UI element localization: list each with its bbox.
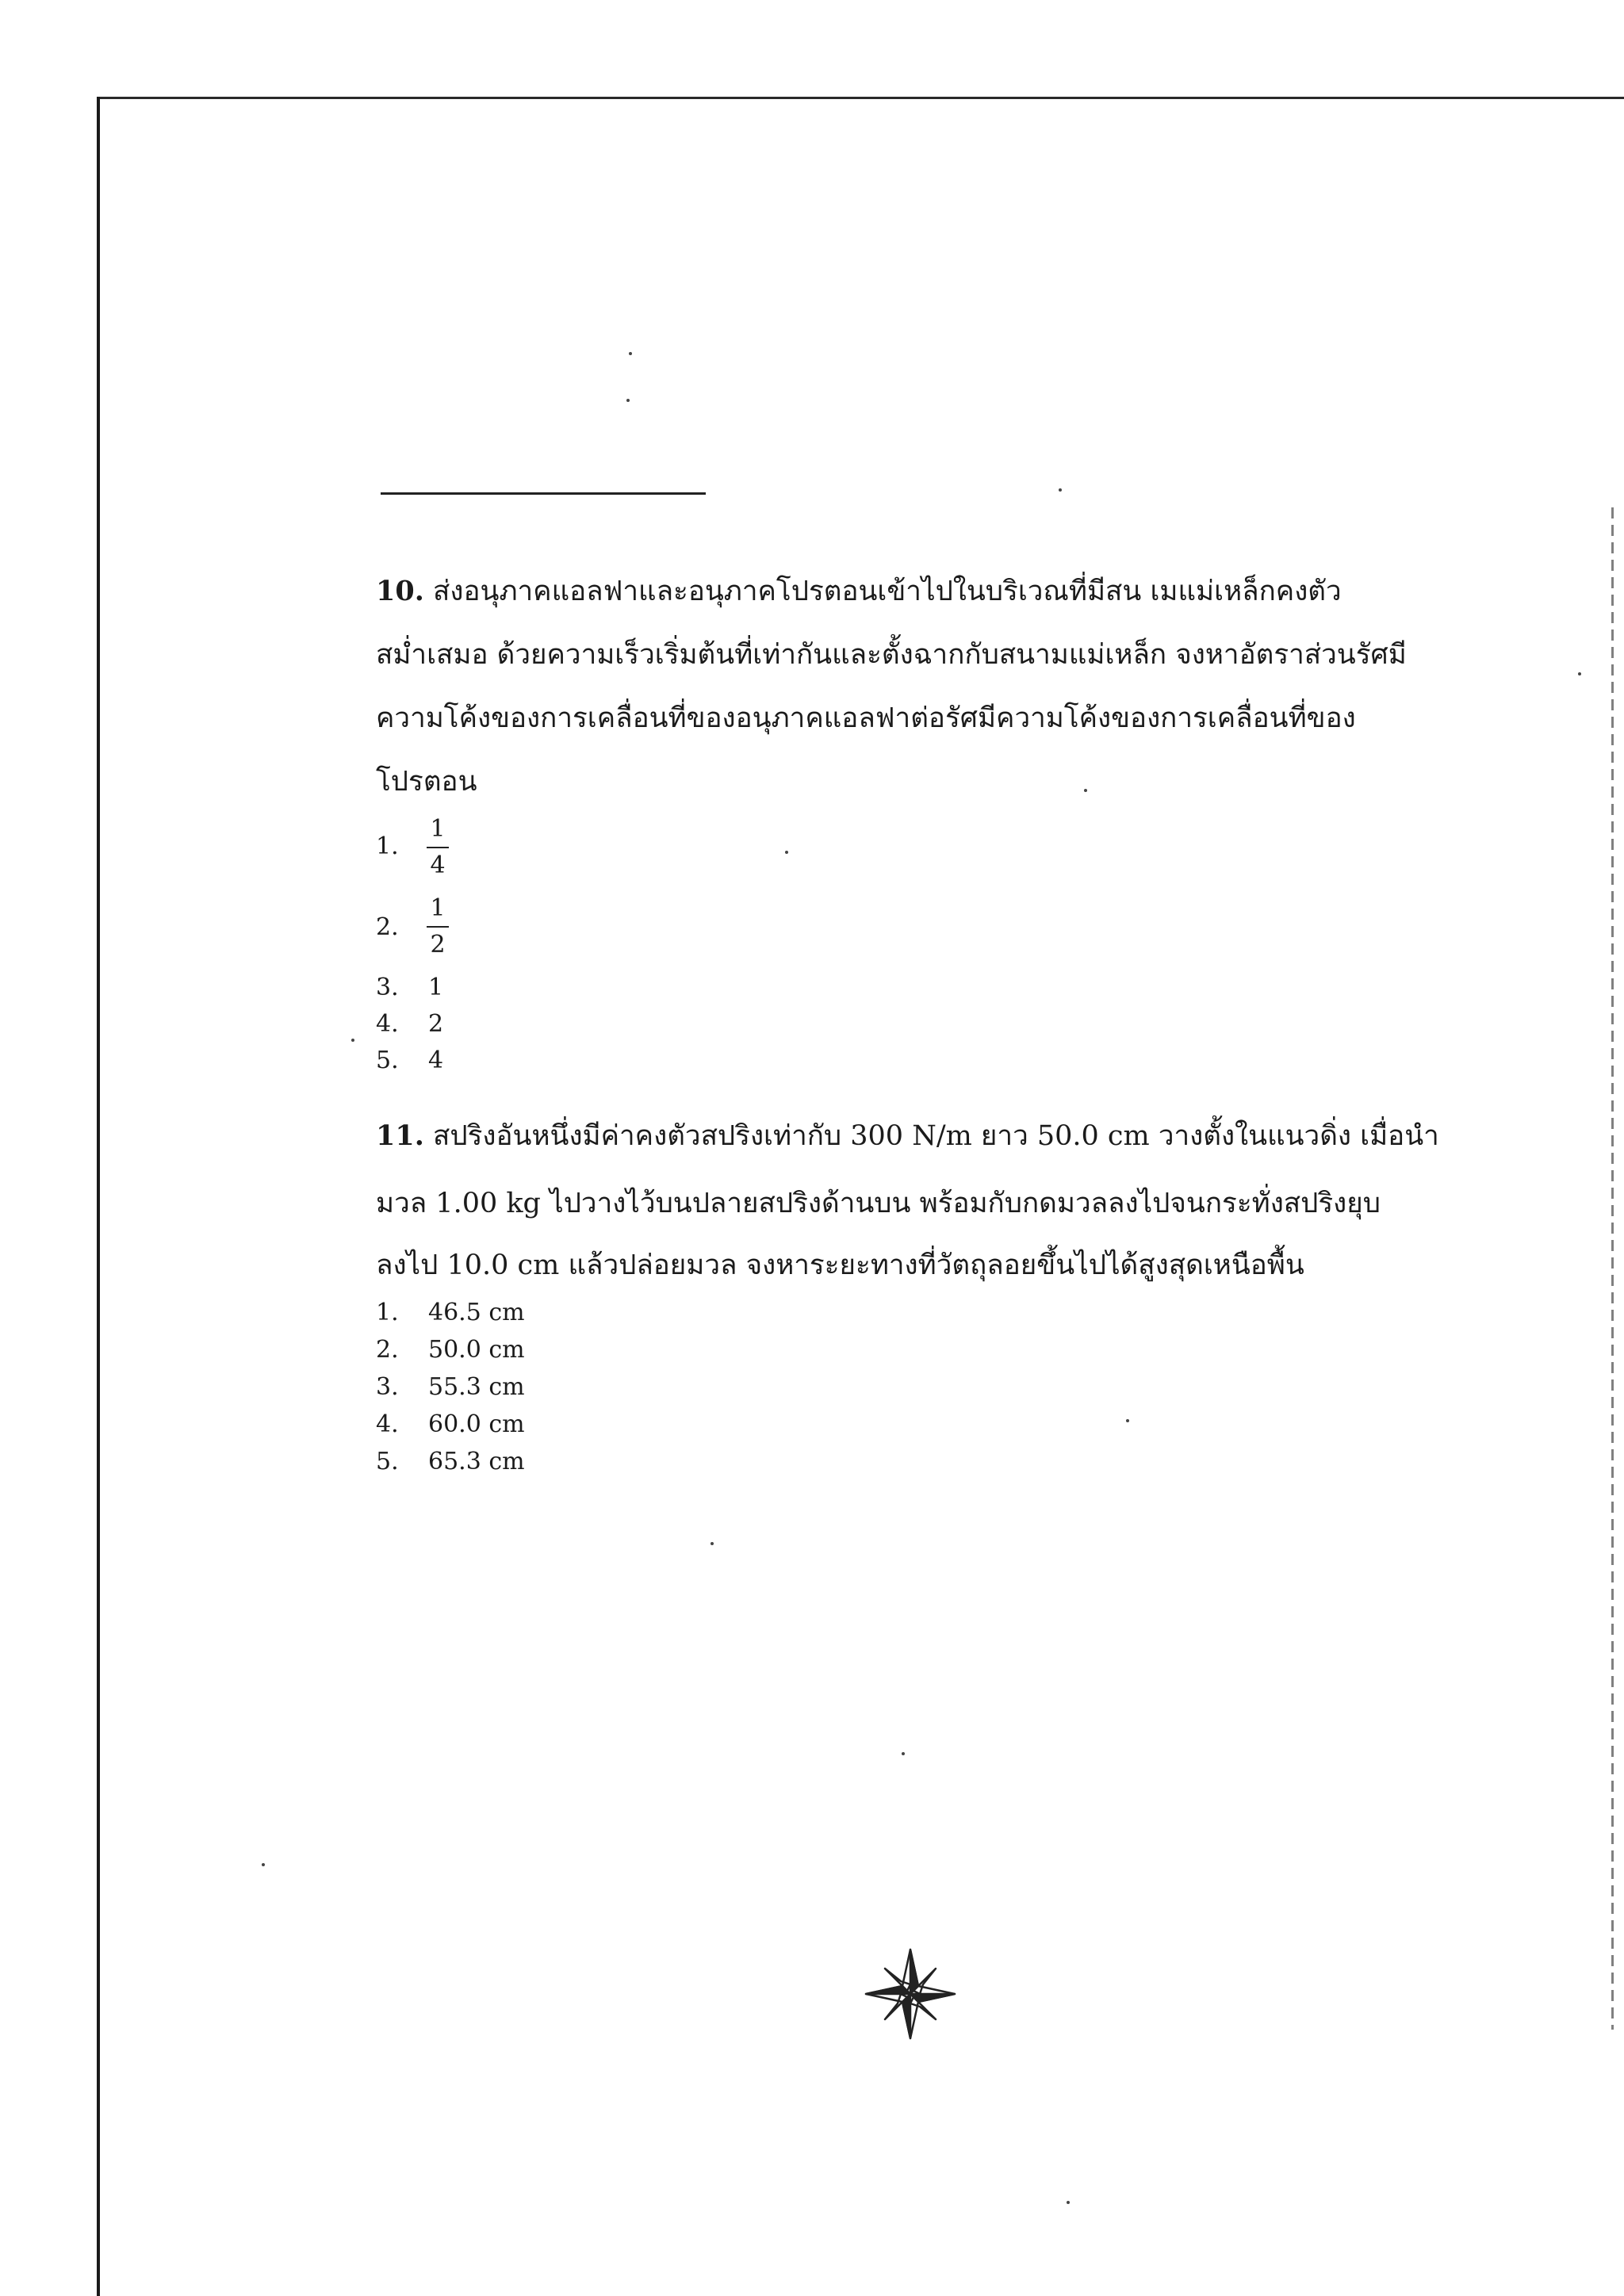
question-11-choice-5 (376, 1448, 525, 1475)
fraction-bar (427, 926, 449, 928)
scan-speck (710, 1542, 714, 1545)
scan-speck (1084, 789, 1087, 792)
scan-speck (1578, 672, 1581, 675)
question-10-text-3: ความโค้งของการเคลื่อนที่ของอนุภาคแอลฟาต่อรัศมีความโค้งของการเคลื่อนที่ของ (376, 702, 1356, 734)
scan-top-edge (99, 97, 1624, 99)
choice-number: 4. (376, 1410, 399, 1438)
choice-text: 1 (428, 974, 444, 1001)
question-11-choice-3 (376, 1373, 525, 1401)
scan-speck (785, 851, 788, 854)
question-10-choice-1 (376, 832, 428, 860)
question-10-text-2: สม่ำเสมอ ด้วยความเร็วเริ่มต้นที่เท่ากันและตั้งฉากกับสนามแม่เหล็ก จงหาอัตราส่วนรัศมี (376, 639, 1407, 671)
question-11-text-2: มวล 1.00 kg ไปวางไว้บนปลายสปริงด้านบน พร้อมกับกดมวลลงไปจนกระทั่งสปริงยุบ (376, 1188, 1381, 1219)
fraction-one-half (422, 894, 454, 959)
compass-rose-icon (863, 1946, 958, 2042)
scan-speck (1059, 488, 1062, 492)
choice-text: 2 (428, 1010, 444, 1038)
question-10-choice-2 (376, 913, 428, 941)
question-11-choice-2 (376, 1336, 525, 1364)
choice-number: 2. (376, 1336, 399, 1364)
scan-speck (262, 1863, 265, 1866)
scan-left-edge (97, 97, 100, 2296)
choice-number: 1. (376, 832, 399, 860)
question-11-number: 11. (376, 1119, 424, 1152)
fraction-numerator: 1 (430, 815, 446, 843)
choice-number: 2. (376, 913, 399, 941)
choice-number: 5. (376, 1047, 399, 1074)
question-11-choice-4 (376, 1410, 525, 1438)
scan-speck (1126, 1419, 1129, 1422)
choice-number: 3. (376, 974, 399, 1001)
fraction-one-quarter (422, 815, 454, 880)
fraction-denominator: 4 (430, 851, 446, 879)
question-10-text-4: โปรตอน (376, 766, 477, 798)
choice-text: 4 (428, 1047, 444, 1074)
fraction-bar (427, 847, 449, 848)
scan-speck (351, 1039, 354, 1042)
choice-text: 46.5 cm (428, 1299, 525, 1326)
scan-speck (1067, 2201, 1070, 2204)
scan-speck (902, 1752, 905, 1755)
question-11-text-1: สปริงอันหนึ่งมีค่าคงตัวสปริงเท่ากับ 300 N/m ยาว 50.0 cm วางตั้งในแนวดิ่ง เมื่อนำ (433, 1120, 1439, 1152)
fraction-denominator: 2 (430, 931, 446, 959)
question-10-choice-5 (376, 1047, 443, 1074)
question-10-choice-3 (376, 974, 443, 1001)
question-10-number: 10. (376, 575, 424, 607)
question-11-text-3: ลงไป 10.0 cm แล้วปล่อยมวล จงหาระยะทางที่วัตถุลอยขึ้นไปได้สูงสุดเหนือพื้น (376, 1249, 1304, 1281)
question-11-line-3 (376, 1243, 1304, 1287)
question-11-choice-1 (376, 1299, 525, 1326)
separator-rule (381, 492, 706, 495)
choice-number: 1. (376, 1299, 399, 1326)
question-11-line-1 (376, 1114, 1439, 1158)
choice-text: 50.0 cm (428, 1336, 525, 1364)
choice-number: 3. (376, 1373, 399, 1401)
choice-number: 4. (376, 1010, 399, 1038)
choice-text: 55.3 cm (428, 1373, 525, 1401)
question-10-line-2 (376, 633, 1407, 676)
question-10-line-1 (376, 569, 1342, 613)
question-11-line-2 (376, 1181, 1381, 1225)
choice-text: 60.0 cm (428, 1410, 525, 1438)
question-10-line-3 (376, 696, 1356, 740)
question-10-text-1: ส่งอนุภาคแอลฟาและอนุภาคโปรตอนเข้าไปในบริเวณที่มีสน เมแม่เหล็กคงตัว (433, 576, 1342, 607)
scan-speck (626, 399, 630, 402)
choice-number: 5. (376, 1448, 399, 1475)
fraction-numerator: 1 (430, 894, 446, 922)
choice-text: 65.3 cm (428, 1448, 525, 1475)
scan-right-edge (1611, 507, 1614, 2030)
question-10-choice-4 (376, 1010, 443, 1038)
scan-speck (629, 352, 632, 355)
question-10-line-4 (376, 760, 477, 803)
